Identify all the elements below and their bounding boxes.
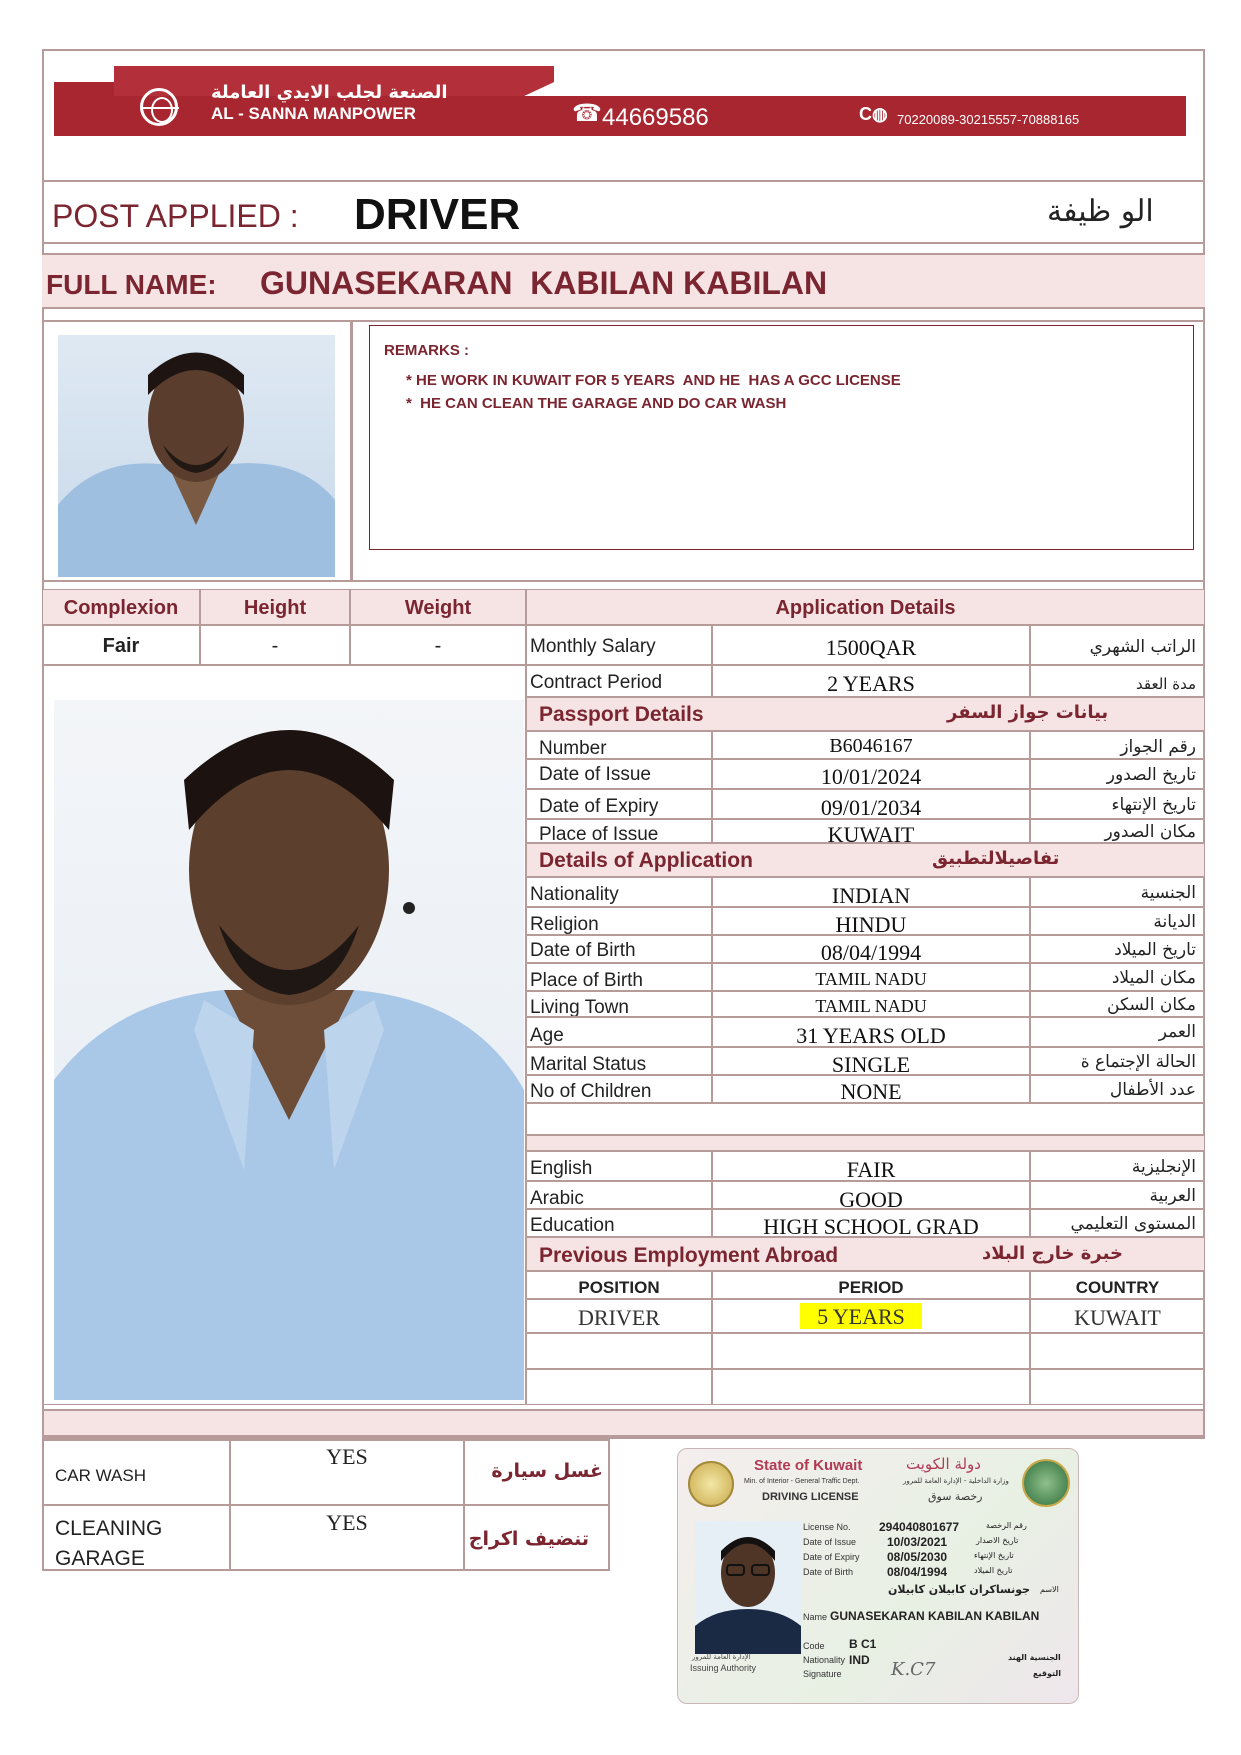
company-phone: 44669586: [602, 104, 709, 131]
living-town-value: TAMIL NADU: [712, 991, 1030, 1017]
passport-place-label: Place of Issue: [526, 819, 712, 843]
license-name-label: Name: [803, 1612, 828, 1622]
remarks-box: [369, 325, 1194, 550]
license-no-value: 294040801677: [879, 1520, 960, 1534]
weight-value: -: [350, 625, 526, 665]
height-value: -: [200, 625, 350, 665]
post-value: DRIVER: [354, 190, 521, 239]
children-label-ar: عدد الأطفال: [1030, 1075, 1205, 1103]
period-header: PERIOD: [712, 1271, 1030, 1299]
globe-logo-icon: [140, 88, 178, 126]
marital-status-label-ar: الحالة الإجتماع ة: [1030, 1047, 1205, 1075]
education-value: HIGH SCHOOL GRAD: [712, 1209, 1030, 1237]
employment-header: Previous Employment Abroad خبرة خارج البلاد: [526, 1237, 1205, 1271]
license-no-label-ar: رقم الرخصة: [986, 1521, 1027, 1530]
driving-license-card: [677, 1448, 1079, 1704]
application-info-header: Details of Application تفاصيلالتطبيق: [526, 843, 1205, 877]
license-nationality-value: IND: [849, 1653, 870, 1667]
license-portrait-icon: [695, 1521, 801, 1654]
living-town-label: Living Town: [526, 991, 712, 1017]
contract-label: Contract Period: [526, 665, 712, 697]
license-nationality-ar: الجنسية الهند: [1008, 1653, 1061, 1662]
employment-empty-1b: [712, 1333, 1030, 1369]
license-nationality-label: Nationality: [803, 1655, 846, 1665]
cleaning-garage-value: YES: [230, 1505, 464, 1571]
company-name-ar: الصنعة لجلب الايدي العاملة: [211, 82, 448, 103]
license-code-label: Code: [803, 1641, 825, 1651]
education-label: Education: [526, 1209, 712, 1237]
age-value: 31 YEARS OLD: [712, 1017, 1030, 1047]
remarks-title: REMARKS :: [384, 342, 469, 359]
footer-strip: [42, 1409, 1205, 1437]
person-portrait-icon-large: [54, 700, 524, 1400]
country-header: COUNTRY: [1030, 1271, 1205, 1299]
license-header-ar: دولة الكويت: [906, 1455, 981, 1473]
license-ministry-ar: وزارة الداخلية - الإدارة العامة للمرور: [903, 1477, 1009, 1485]
person-portrait-icon: [58, 335, 335, 577]
employment-period: [712, 1299, 1030, 1333]
age-label-ar: العمر: [1030, 1017, 1205, 1047]
passport-place-label-ar: مكان الصدور: [1030, 819, 1205, 843]
license-title-ar: رخصة سوق: [928, 1490, 983, 1503]
marital-status-value: SINGLE: [712, 1047, 1030, 1075]
spacer-row-pink: [526, 1135, 1205, 1151]
passport-issue-label: Date of Issue: [526, 759, 712, 789]
contract-value: 2 YEARS: [712, 665, 1030, 697]
license-code-value: B C1: [849, 1637, 877, 1651]
dob-value: 08/04/1994: [712, 935, 1030, 963]
company-mobiles: 70220089-30215557-70888165: [897, 112, 1080, 127]
dob-label: Date of Birth: [526, 935, 712, 963]
nationality-value: INDIAN: [712, 877, 1030, 907]
mobile-icon: C◍: [859, 104, 888, 124]
passport-issue-label-ar: تاريخ الصدور: [1030, 759, 1205, 789]
license-expiry-label-ar: تاريخ الإنتهاء: [974, 1551, 1014, 1560]
license-name-value: GUNASEKARAN KABILAN KABILAN: [830, 1609, 1040, 1623]
license-signature-label: Signature: [803, 1669, 842, 1679]
period-highlight: 5 YEARS: [800, 1303, 922, 1329]
weight-header: Weight: [350, 589, 526, 625]
height-header: Height: [200, 589, 350, 625]
religion-label-ar: الديانة: [1030, 907, 1205, 935]
pob-label-ar: مكان الميلاد: [1030, 963, 1205, 991]
license-expiry-value: 08/05/2030: [887, 1550, 948, 1564]
nationality-label: Nationality: [526, 877, 712, 907]
dob-label-ar: تاريخ الميلاد: [1030, 935, 1205, 963]
post-row: [42, 182, 1205, 244]
pob-label: Place of Birth: [526, 963, 712, 991]
employment-empty-1c: [1030, 1333, 1205, 1369]
arabic-label: Arabic: [526, 1181, 712, 1209]
company-name-en: AL - SANNA MANPOWER: [211, 104, 416, 123]
license-dob-label-ar: تاريخ الميلاد: [974, 1566, 1013, 1575]
employment-empty-2b: [712, 1369, 1030, 1405]
full-name: GUNASEKARAN KABILAN KABILAN: [260, 265, 828, 301]
license-ministry: Min. of Interior - General Traffic Dept.: [744, 1478, 860, 1485]
license-signature-ar: التوقيع: [1033, 1669, 1061, 1678]
employment-empty-1a: [526, 1333, 712, 1369]
application-details-header: Application Details: [526, 589, 1205, 625]
complexion-value: Fair: [42, 625, 200, 665]
employment-empty-2c: [1030, 1369, 1205, 1405]
phone-icon: ☎: [572, 100, 602, 127]
license-issue-label-ar: تاريخ الاصدار: [976, 1536, 1019, 1545]
passport-details-header: Passport Details بيانات جواز السفر: [526, 697, 1205, 731]
remarks-line-1: * HE WORK IN KUWAIT FOR 5 YEARS AND HE HAS A GCC LICENSE: [406, 372, 901, 389]
education-label-ar: المستوى التعليمي: [1030, 1209, 1205, 1237]
complexion-header: Complexion: [42, 589, 200, 625]
license-name-ar: جونساكران كابيلان كابيلان: [888, 1583, 1031, 1596]
passport-expiry-value: 09/01/2034: [712, 789, 1030, 819]
name-row: [42, 253, 1205, 309]
kuwait-emblem-icon: [688, 1461, 734, 1507]
gcc-emblem-icon: [1022, 1459, 1070, 1507]
employment-empty-2a: [526, 1369, 712, 1405]
post-label-ar: الو ظيفة: [1047, 194, 1154, 229]
cleaning-garage-label: CLEANING GARAGE: [42, 1505, 230, 1571]
employment-position: DRIVER: [526, 1299, 712, 1333]
car-wash-label-ar: غسل سيارة: [464, 1439, 610, 1505]
license-signature: K.C7: [891, 1659, 936, 1680]
car-wash-value: YES: [230, 1439, 464, 1505]
spacer-row: [526, 1103, 1205, 1135]
name-label: FULL NAME:: [46, 269, 217, 300]
passport-expiry-label: Date of Expiry: [526, 789, 712, 819]
license-dob-label: Date of Birth: [803, 1567, 854, 1577]
car-wash-label: CAR WASH: [42, 1439, 230, 1505]
employment-country: KUWAIT: [1030, 1299, 1205, 1333]
small-applicant-photo: [58, 335, 335, 577]
license-photo: [695, 1521, 801, 1654]
license-no-label: License No.: [803, 1522, 851, 1532]
passport-number-value: B6046167: [712, 731, 1030, 759]
company-banner: [54, 66, 1186, 136]
position-header: POSITION: [526, 1271, 712, 1299]
arabic-label-ar: العربية: [1030, 1181, 1205, 1209]
age-label: Age: [526, 1017, 712, 1047]
license-title: DRIVING LICENSE: [762, 1491, 859, 1503]
english-label-ar: الإنجليزية: [1030, 1151, 1205, 1181]
large-applicant-photo: [54, 700, 524, 1400]
religion-label: Religion: [526, 907, 712, 935]
passport-issue-value: 10/01/2024: [712, 759, 1030, 789]
license-issue-label: Date of Issue: [803, 1537, 857, 1547]
contract-label-ar: مدة العقد: [1030, 665, 1205, 697]
salary-label-ar: الراتب الشهري: [1030, 625, 1205, 665]
pob-value: TAMIL NADU: [712, 963, 1030, 991]
license-issue-value: 10/03/2021: [887, 1535, 948, 1549]
salary-label: Monthly Salary: [526, 625, 712, 665]
english-value: FAIR: [712, 1151, 1030, 1181]
nationality-label-ar: الجنسية: [1030, 877, 1205, 907]
license-authority-ar: الإدارة العامة للمرور: [692, 1653, 751, 1661]
passport-number-label: Number: [526, 731, 712, 759]
arabic-value: GOOD: [712, 1181, 1030, 1209]
license-header-en: State of Kuwait: [754, 1457, 863, 1474]
religion-value: HINDU: [712, 907, 1030, 935]
cleaning-garage-label-ar: تنضيف اكراج: [464, 1505, 610, 1571]
english-label: English: [526, 1151, 712, 1181]
remarks-line-2: * HE CAN CLEAN THE GARAGE AND DO CAR WASH: [406, 395, 787, 412]
children-label: No of Children: [526, 1075, 712, 1103]
license-authority: Issuing Authority: [690, 1663, 757, 1673]
post-label: POST APPLIED :: [52, 198, 299, 234]
license-dob-value: 08/04/1994: [887, 1565, 948, 1579]
children-value: NONE: [712, 1075, 1030, 1103]
passport-number-label-ar: رقم الجواز: [1030, 731, 1205, 759]
marital-status-label: Marital Status: [526, 1047, 712, 1075]
passport-expiry-label-ar: تاريخ الإنتهاء: [1030, 789, 1205, 819]
living-town-label-ar: مكان السكن: [1030, 991, 1205, 1017]
license-expiry-label: Date of Expiry: [803, 1552, 860, 1562]
passport-place-value: KUWAIT: [712, 819, 1030, 843]
license-name-ar-label: الاسم: [1040, 1585, 1059, 1594]
salary-value: 1500QAR: [712, 625, 1030, 665]
